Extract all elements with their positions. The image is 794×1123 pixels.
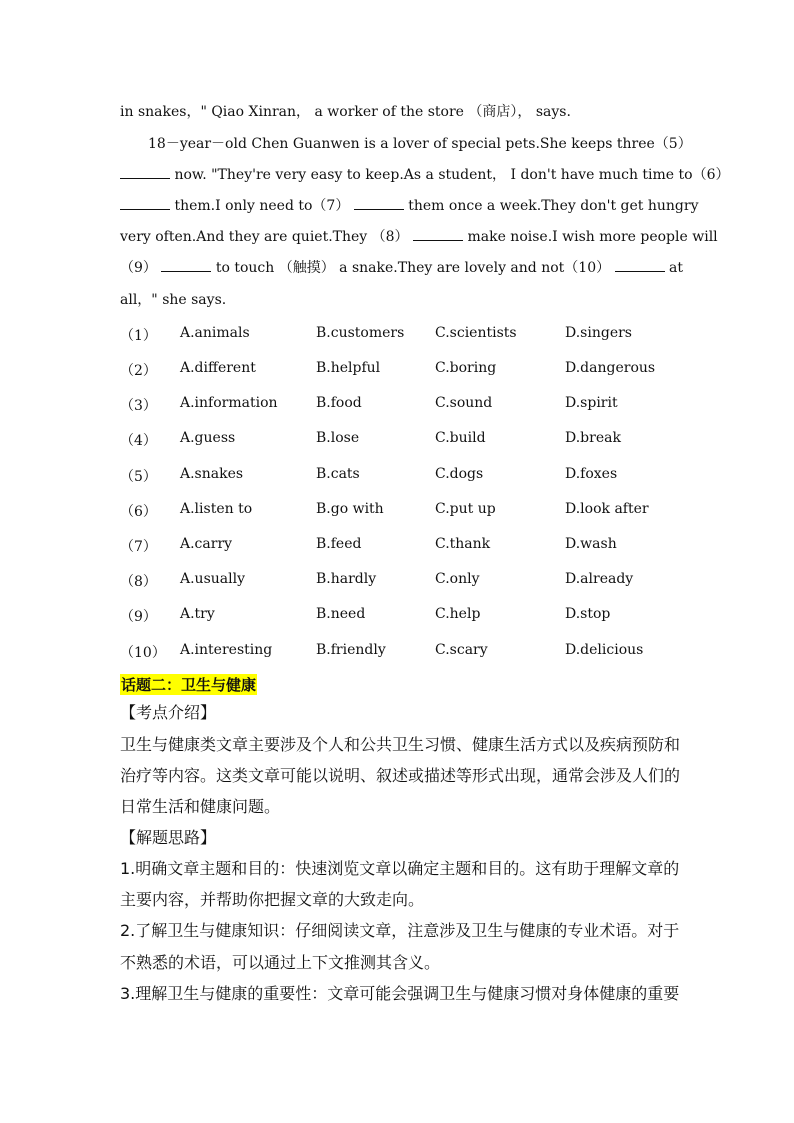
passage-line-7: all，" she says. bbox=[120, 292, 227, 308]
passage-text: make noise.I wish more people will bbox=[467, 229, 718, 245]
intro-text: 治疗等内容。这类文章可能以说明、叙述或描述等形式出现，通常会涉及人们的 bbox=[120, 766, 681, 785]
tip-text: 不熟悉的术语，可以通过上下文推测其含义。 bbox=[120, 953, 441, 972]
option-b[interactable]: B.helpful bbox=[316, 360, 381, 376]
option-d[interactable]: D.already bbox=[565, 571, 634, 587]
option-a[interactable]: A.animals bbox=[180, 325, 250, 341]
option-d[interactable]: D.wash bbox=[565, 536, 617, 552]
question-number: （2） bbox=[120, 363, 157, 379]
option-d[interactable]: D.spirit bbox=[565, 395, 618, 411]
option-b[interactable]: B.hardly bbox=[316, 571, 377, 587]
option-c[interactable]: C.scary bbox=[435, 642, 488, 658]
question-number: （8） bbox=[120, 574, 157, 590]
option-a[interactable]: A.interesting bbox=[180, 642, 273, 658]
option-c[interactable]: C.boring bbox=[435, 360, 497, 376]
option-b[interactable]: B.customers bbox=[316, 325, 405, 341]
option-d[interactable]: D.stop bbox=[565, 606, 611, 622]
question-number: （10） bbox=[120, 645, 166, 661]
option-a[interactable]: A.snakes bbox=[180, 466, 244, 482]
option-b[interactable]: B.friendly bbox=[316, 642, 386, 658]
question-number: （1） bbox=[120, 328, 157, 344]
answer-blank[interactable] bbox=[354, 197, 404, 210]
question-number: （7） bbox=[120, 539, 157, 555]
passage-line-4 bbox=[120, 197, 699, 215]
answer-blank[interactable] bbox=[615, 259, 665, 272]
option-b[interactable]: B.lose bbox=[316, 430, 360, 446]
passage-text: them once a week.They don't get hungry bbox=[408, 198, 699, 214]
option-c[interactable]: C.dogs bbox=[435, 466, 484, 482]
option-d[interactable]: D.dangerous bbox=[565, 360, 656, 376]
passage-text: （9） bbox=[120, 260, 157, 276]
passage-text: them.I only need to（7） bbox=[174, 198, 350, 214]
intro-text: 卫生与健康类文章主要涉及个人和公共卫生习惯、健康生活方式以及疾病预防和 bbox=[120, 735, 681, 754]
passage-text: to touch （触摸） a snake.They are lovely and not（10） bbox=[215, 260, 611, 276]
intro-text: 日常生活和健康问题。 bbox=[120, 797, 281, 816]
option-c[interactable]: C.help bbox=[435, 606, 481, 622]
question-number: （6） bbox=[120, 504, 157, 520]
option-a[interactable]: A.guess bbox=[180, 430, 236, 446]
option-b[interactable]: B.need bbox=[316, 606, 366, 622]
option-d[interactable]: D.look after bbox=[565, 501, 649, 517]
option-d[interactable]: D.break bbox=[565, 430, 621, 446]
answer-blank[interactable] bbox=[120, 197, 170, 210]
option-c[interactable]: C.only bbox=[435, 571, 480, 587]
option-b[interactable]: B.feed bbox=[316, 536, 362, 552]
option-c[interactable]: C.sound bbox=[435, 395, 493, 411]
passage-text: very often.And they are quiet.They （8） bbox=[120, 229, 409, 245]
passage-text: at bbox=[669, 260, 683, 276]
option-a[interactable]: A.carry bbox=[180, 536, 233, 552]
option-a[interactable]: A.try bbox=[180, 606, 215, 622]
option-c[interactable]: C.put up bbox=[435, 501, 496, 517]
option-d[interactable]: D.foxes bbox=[565, 466, 618, 482]
question-number: （5） bbox=[120, 469, 157, 485]
option-b[interactable]: B.go with bbox=[316, 501, 384, 517]
passage-line-5 bbox=[120, 228, 718, 246]
option-b[interactable]: B.food bbox=[316, 395, 362, 411]
passage-line-6 bbox=[120, 259, 683, 277]
tip-text: 3.理解卫生与健康的重要性：文章可能会强调卫生与健康习惯对身体健康的重要 bbox=[120, 984, 680, 1003]
question-number: （9） bbox=[120, 609, 157, 625]
intro-label: 【考点介绍】 bbox=[120, 703, 217, 722]
tip-text: 主要内容，并帮助你把握文章的大致走向。 bbox=[120, 890, 425, 909]
answer-blank[interactable] bbox=[120, 166, 170, 179]
answer-blank[interactable] bbox=[413, 228, 463, 241]
option-c[interactable]: C.build bbox=[435, 430, 486, 446]
passage-text: now. "They're very easy to keep.As a student， I don't have much time to（6） bbox=[174, 167, 730, 183]
section-heading: 话题二：卫生与健康 bbox=[121, 676, 257, 694]
option-a[interactable]: A.listen to bbox=[180, 501, 253, 517]
option-d[interactable]: D.singers bbox=[565, 325, 632, 341]
passage-line-3 bbox=[120, 166, 730, 184]
option-d[interactable]: D.delicious bbox=[565, 642, 644, 658]
question-number: （3） bbox=[120, 398, 157, 414]
passage-line-1: in snakes，" Qiao Xinran， a worker of the store （商店）， says. bbox=[120, 104, 571, 120]
option-a[interactable]: A.information bbox=[180, 395, 278, 411]
answer-blank[interactable] bbox=[161, 259, 211, 272]
passage-line-2: 18－year－old Chen Guanwen is a lover of special pets.She keeps three（5） bbox=[148, 136, 692, 152]
option-c[interactable]: C.thank bbox=[435, 536, 491, 552]
question-number: （4） bbox=[120, 433, 157, 449]
tip-text: 2.了解卫生与健康知识：仔细阅读文章，注意涉及卫生与健康的专业术语。对于 bbox=[120, 921, 680, 940]
option-b[interactable]: B.cats bbox=[316, 466, 360, 482]
tip-text: 1.明确文章主题和目的：快速浏览文章以确定主题和目的。这有助于理解文章的 bbox=[120, 859, 680, 878]
option-a[interactable]: A.usually bbox=[180, 571, 245, 587]
option-c[interactable]: C.scientists bbox=[435, 325, 517, 341]
tips-label: 【解题思路】 bbox=[120, 828, 217, 847]
option-a[interactable]: A.different bbox=[180, 360, 256, 376]
